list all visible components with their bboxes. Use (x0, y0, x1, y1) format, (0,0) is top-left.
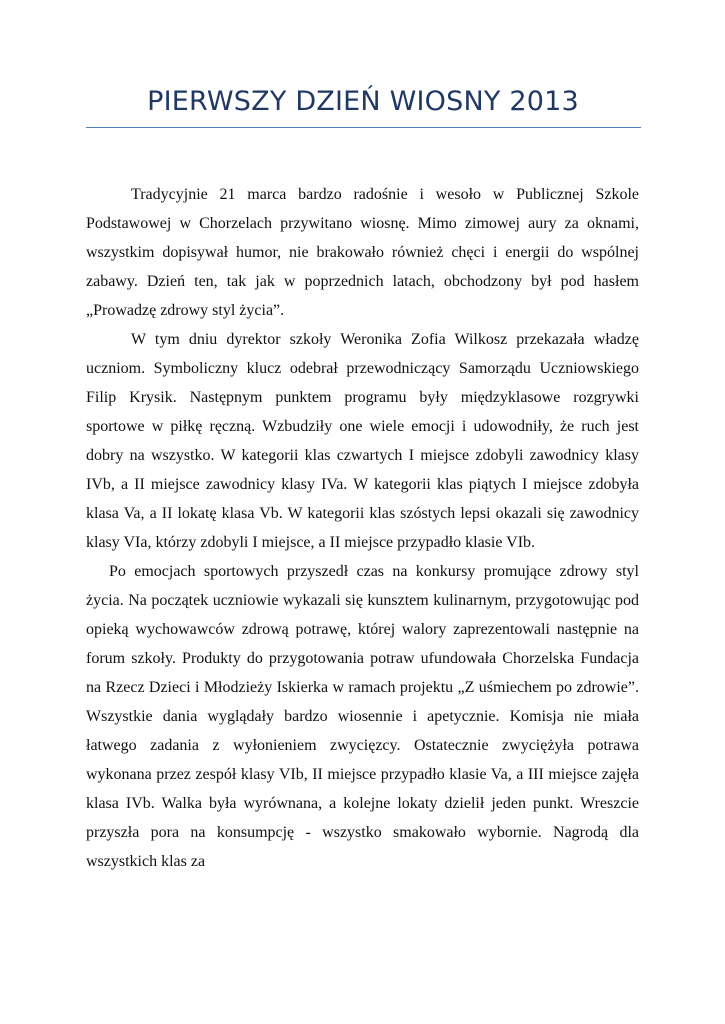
paragraph-intro: Tradycyjnie 21 marca bardzo radośnie i wesoło w Publicznej Szkole Podstawowej w Chorzelach przywitano wiosnę. Mimo zimowej aury za oknami, wszystkim dopisywał humor, nie brakowało również chęci i energii do wspólnej zabawy. Dzień ten, tak jak w poprzednich latach, obchodzony był pod hasłem „Prowadzę zdrowy styl życia”. (86, 186, 639, 319)
page-title: PIERWSZY DZIEŃ WIOSNY 2013 (147, 86, 579, 117)
article-body (86, 180, 639, 876)
title-underline-divider (86, 127, 641, 128)
paragraph-sports: W tym dniu dyrektor szkoły Weronika Zofia Wilkosz przekazała władzę uczniom. Symboliczny klucz odebrał przewodniczący Samorządu Uczniowskiego Filip Krysik. Następnym punktem programu były międzyklasowe rozgrywki sportowe w piłkę ręczną. Wzbudziły one wiele emocji i udowodniły, że ruch jest dobry na wszystko. W kategorii klas czwartych I miejsce zdobyli zawodnicy klasy IVb, a II miejsce zawodnicy klasy IVa. W kategorii klas piątych I miejsce zdobyła klasa Va, a II lokatę klasa Vb. W kategorii klas szóstych lepsi okazali się zawodnicy klasy VIa, którzy zdobyli I miejsce, a II miejsce przypadło klasie VIb. (86, 331, 639, 551)
paragraph-contests: Po emocjach sportowych przyszedł czas na konkursy promujące zdrowy styl życia. Na początek uczniowie wykazali się kunsztem kulinarnym, przygotowując pod opieką wychowawców zdrową potrawę, której walory zaprezentowali następnie na forum szkoły. Produkty do przygotowania potraw ufundowała Chorzelska Fundacja na Rzecz Dzieci i Młodzieży Iskierka w ramach projektu „Z uśmiechem po zdrowie”. Wszystkie dania wyglądały bardzo wiosennie i apetycznie. Komisja nie miała łatwego zadania z wyłonieniem zwycięzcy. Ostatecznie zwyciężyła potrawa wykonana przez zespół klasy VIb, II miejsce przypadło klasie Va, a III miejsce zajęła klasa IVb. Walka była wyrównana, a kolejne lokaty dzielił jeden punkt. Wreszcie przyszła pora na konsumpcję - wszystko smakowało wybornie. Nagrodą dla wszystkich klas za (86, 563, 639, 870)
